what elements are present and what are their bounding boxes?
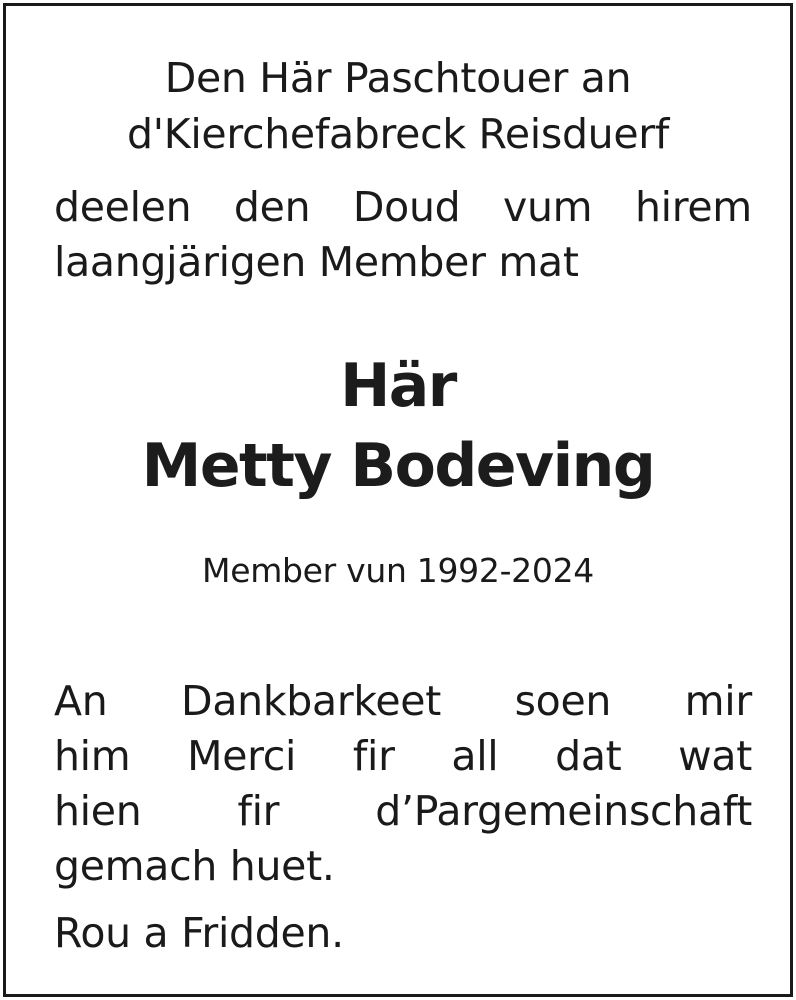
- word: Dankbarkeet: [181, 677, 441, 725]
- word: hien: [54, 787, 142, 835]
- word: vum: [503, 183, 593, 231]
- deceased-title: Här: [340, 351, 456, 421]
- word: all: [451, 732, 499, 780]
- word: d’Pargemeinschaft: [375, 787, 752, 835]
- word: mir: [684, 677, 752, 725]
- gratitude-line-2: [54, 729, 752, 784]
- word: hirem: [634, 183, 752, 231]
- word: Merci: [187, 732, 297, 780]
- word: dat: [555, 732, 622, 780]
- deceased-name-block: [6, 346, 790, 506]
- notice-border: [3, 3, 793, 997]
- word: fir: [237, 787, 280, 835]
- closing-text: Rou a Fridden.: [54, 909, 344, 957]
- gratitude-line-3: [54, 784, 752, 839]
- notice-header: [6, 50, 790, 162]
- header-line-2: d'Kierchefabreck Reisduerf: [127, 110, 669, 158]
- deceased-name: Metty Bodeving: [141, 431, 655, 501]
- header-line-1: Den Här Paschtouer an: [164, 54, 632, 102]
- membership-period: [6, 546, 790, 596]
- word: fir: [352, 732, 395, 780]
- word: him: [54, 732, 131, 780]
- word: soen: [514, 677, 612, 725]
- membership-text: Member vun 1992-2024: [202, 551, 594, 590]
- word: den: [233, 183, 311, 231]
- announcement-line-1: [54, 180, 752, 235]
- word: wat: [678, 732, 752, 780]
- gratitude-paragraph: [54, 674, 752, 894]
- announcement: [54, 180, 752, 290]
- gratitude-line-4: gemach huet.: [54, 842, 335, 890]
- gratitude-line-1: [54, 674, 752, 729]
- word: An: [54, 677, 108, 725]
- announcement-line-2: laangjärigen Member mat: [54, 238, 579, 286]
- word: Doud: [352, 183, 461, 231]
- closing: [54, 906, 752, 961]
- word: deelen: [54, 183, 192, 231]
